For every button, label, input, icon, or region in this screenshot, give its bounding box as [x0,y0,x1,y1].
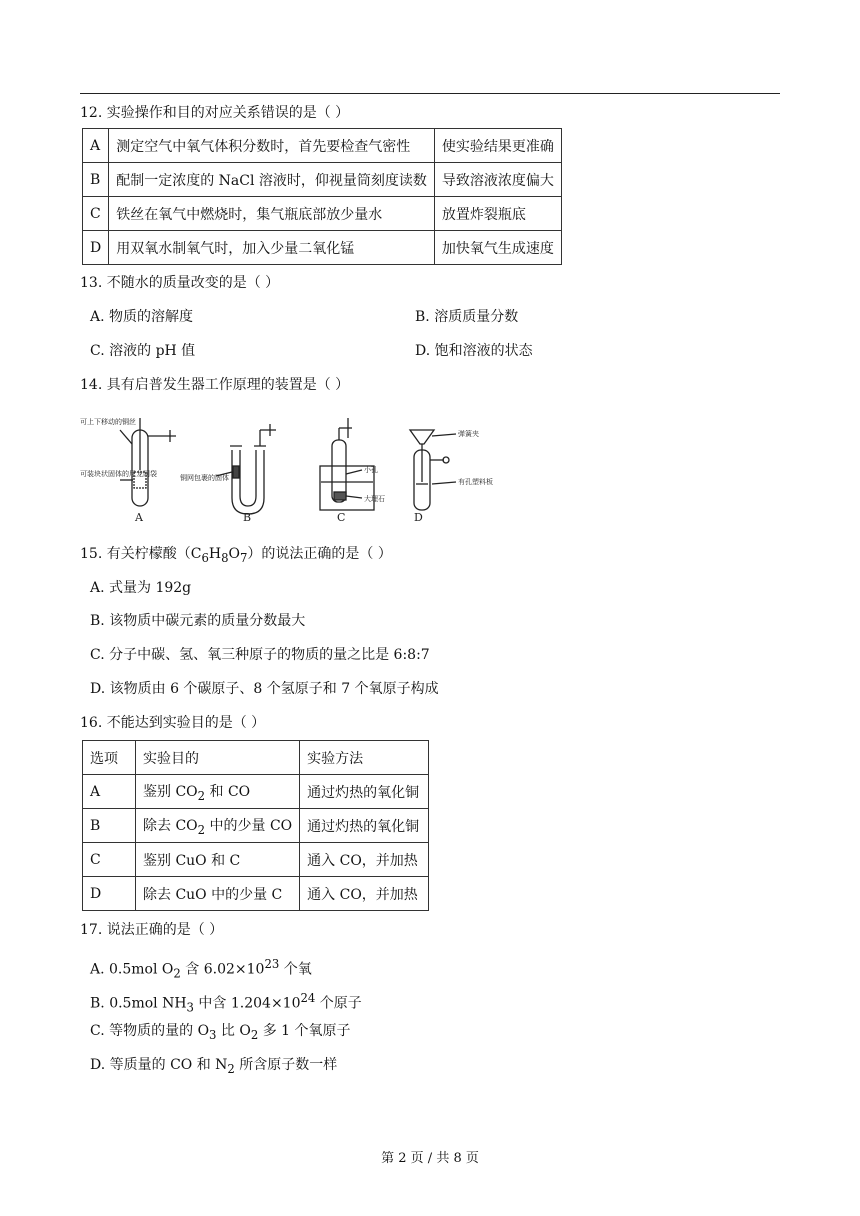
q16-purpose-text: 和 CO [205,783,251,800]
q16-purpose-text: 中的少量 CO [205,817,293,834]
label-marble: 大理石 [364,495,385,503]
q17-text: 个原子 [315,995,362,1012]
table-row [83,775,429,809]
q15-option-b: B. 该物质中碳元素的质量分数最大 [90,613,306,629]
q12-table [82,128,562,265]
q16-table [82,740,429,911]
subscript: 2 [197,822,206,837]
q15-formula-h: H [208,546,222,562]
q16-option-id: C [83,843,136,877]
q15-stem [80,544,392,568]
q17-text: 个氧 [279,961,312,978]
q14-stem: 14. 具有启普发生器工作原理的装置是（ ） [80,377,350,393]
subscript: 8 [221,550,229,565]
q17-text: A. 0.5mol O [90,961,174,978]
apparatus-figure [80,410,520,525]
subscript: 2 [227,1061,235,1076]
q16-purpose-text: 鉴别 CO [143,783,198,800]
q15-option-d: D. 该物质由 6 个碳原子、8 个氢原子和 7 个氧原子构成 [90,681,439,697]
q17-stem: 17. 说法正确的是（ ） [80,922,224,938]
q15-stem-post: ）的说法正确的是（ ） [247,546,392,562]
q16-method: 通入 CO，并加热 [300,843,429,877]
header-rule [80,93,780,94]
q17-option-d [90,1055,337,1079]
q15-option-c: C. 分子中碳、氢、氧三种原子的物质的量之比是 6:8:7 [90,647,430,663]
header-method: 实验方法 [300,741,429,775]
label-movable-copper-wire: 可上下移动的铜丝 [80,418,136,426]
q15-option-a: A. 式量为 192g [90,580,192,596]
label-apparatus-b: B [243,511,252,524]
table-row [83,877,429,911]
label-small-hole: 小孔 [364,466,378,474]
q16-stem: 16. 不能达到实验目的是（ ） [80,715,266,731]
table-header-row [83,741,429,775]
q16-purpose: 除去 CuO 中的少量 C [136,877,300,911]
table-row [83,197,562,231]
subscript: 2 [173,966,181,981]
header-purpose: 实验目的 [136,741,300,775]
label-apparatus-a: A [135,511,143,524]
subscript: 2 [250,1027,259,1042]
subscript: 6 [201,550,209,565]
subscript: 2 [197,788,206,803]
q12-purpose: 使实验结果更准确 [434,129,561,163]
q12-stem: 12. 实验操作和目的对应关系错误的是（ ） [80,105,350,121]
header-option: 选项 [83,741,136,775]
label-apparatus-d: D [414,511,423,524]
label-apparatus-c: C [337,511,346,524]
q12-purpose: 放置炸裂瓶底 [434,197,561,231]
q17-text: 所含原子数一样 [234,1057,338,1073]
q16-purpose-text: 除去 CO [143,817,198,834]
q17-option-a [90,954,312,983]
table-row [83,129,562,163]
q12-option-id: A [83,129,109,163]
q16-option-id: A [83,775,136,809]
q13-option-d: D. 饱和溶液的状态 [415,343,533,359]
label-spring-clamp: 弹簧夹 [458,430,479,438]
superscript: 24 [300,991,316,1005]
table-row [83,843,429,877]
q17-text: 比 O [216,1023,251,1039]
q16-method: 通过灼热的氧化铜 [300,809,429,843]
q12-option-id: B [83,163,109,197]
q12-operation: 测定空气中氧气体积分数时，首先要检查气密性 [109,129,435,163]
q16-method: 通入 CO，并加热 [300,877,429,911]
q13-stem: 13. 不随水的质量改变的是（ ） [80,275,280,291]
q12-purpose: 加快氧气生成速度 [434,231,561,265]
q15-formula-o: O [228,546,240,562]
q17-text: 含 6.02×10 [180,961,265,978]
superscript: 23 [264,957,280,971]
q17-text: B. 0.5mol NH [90,995,187,1012]
subscript: 7 [239,550,248,565]
apparatus-diagram [80,410,520,525]
label-copper-mesh-solid: 铜网包裹的固体 [180,474,229,482]
q12-option-id: D [83,231,109,265]
q16-method: 通过灼热的氧化铜 [300,775,429,809]
table-row [83,809,429,843]
q17-option-c [90,1021,351,1045]
q12-operation: 用双氧水制氧气时，加入少量二氧化锰 [109,231,435,265]
q12-operation: 铁丝在氧气中燃烧时，集气瓶底部放少量水 [109,197,435,231]
q15-stem-pre: 15. 有关柠檬酸（C [80,546,202,562]
q17-text: D. 等质量的 CO 和 N [90,1057,228,1073]
q17-text: 多 1 个氧原子 [258,1023,351,1039]
q13-option-c: C. 溶液的 pH 值 [90,343,196,359]
q12-option-id: C [83,197,109,231]
q12-operation: 配制一定浓度的 NaCl 溶液时，仰视量筒刻度读数 [109,163,435,197]
label-perforated-plate: 有孔塑料板 [458,478,493,486]
page-footer: 第 2 页 / 共 8 页 [381,1151,479,1166]
q16-purpose: 鉴别 CuO 和 C [136,843,300,877]
table-row [83,163,562,197]
subscript: 3 [209,1027,217,1042]
subscript: 3 [186,1000,194,1015]
q16-option-id: B [83,809,136,843]
q16-purpose [136,809,300,843]
q12-purpose: 导致溶液浓度偏大 [434,163,561,197]
table-row [83,231,562,265]
q13-option-b: B. 溶质质量分数 [415,309,519,325]
label-nylon-mesh-bag: 可装块状固体的尼龙网袋 [80,470,157,478]
q13-option-a: A. 物质的溶解度 [90,309,194,325]
q17-text: 中含 1.204×10 [193,995,301,1012]
q17-option-b [90,988,362,1017]
q17-text: C. 等物质的量的 O [90,1023,210,1039]
q16-option-id: D [83,877,136,911]
q16-purpose [136,775,300,809]
